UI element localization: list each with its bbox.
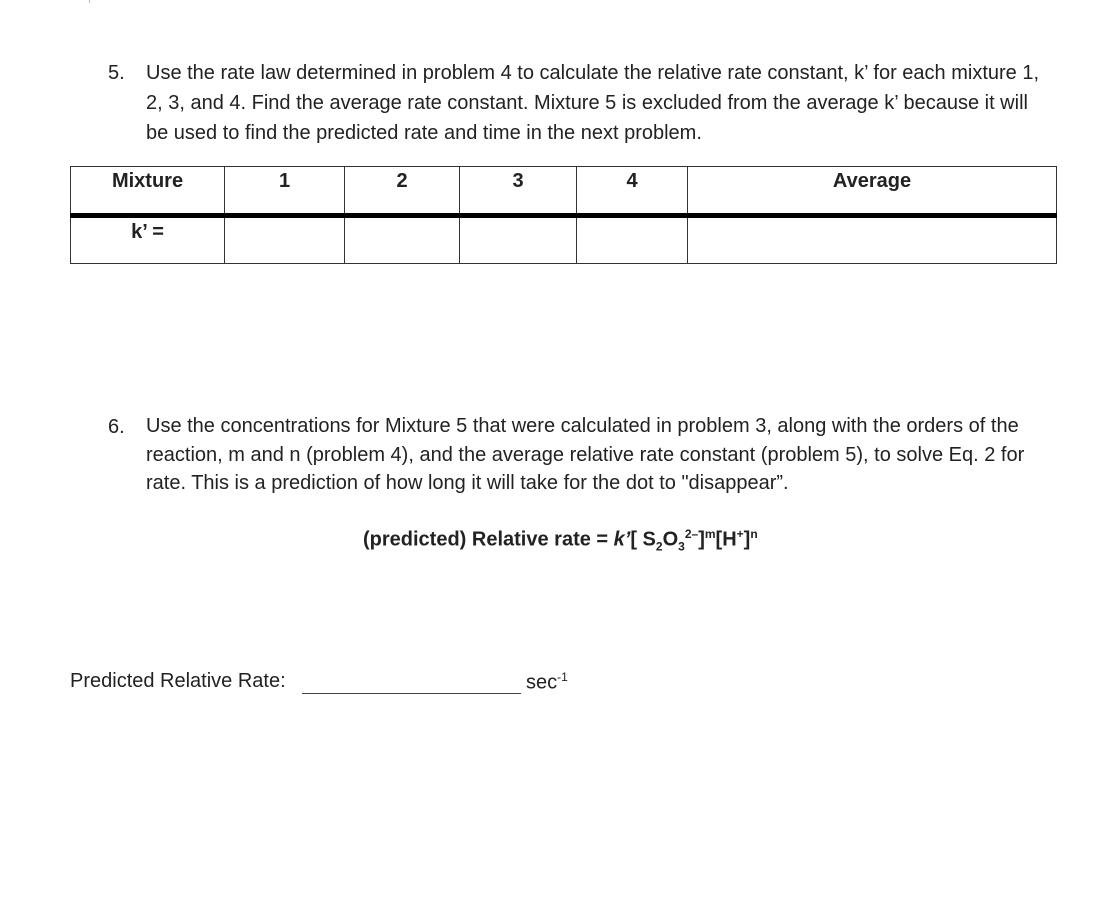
equation-lhs: (predicted) Relative rate = [363, 528, 614, 551]
header-mixture-2: 2 [345, 167, 460, 216]
k-value-cell-average[interactable] [688, 216, 1057, 264]
equation-exponent-m: m [704, 527, 716, 541]
unit-text: sec [526, 671, 558, 694]
table-row-k-values [71, 216, 1057, 264]
rate-constant-table [70, 166, 1057, 264]
equation-close-1: ] [698, 528, 705, 551]
table-header-row [71, 167, 1057, 216]
predicted-rate-label: Predicted Relative Rate: [70, 670, 286, 692]
equation-exponent-n: n [750, 527, 758, 541]
rate-equation [363, 527, 758, 554]
equation-k: k’ [613, 528, 631, 551]
row-label-k: k’ = [71, 216, 225, 264]
equation-close-2: ] [743, 528, 751, 551]
page-edge-mark [89, 0, 90, 3]
k-value-cell-4[interactable] [577, 216, 688, 264]
question-6-text: Use the concentrations for Mixture 5 that were calculated in problem 3, along with the orders of the reaction, m and n (problem 4), and the average relative rate constant (problem 5), to solve Eq. 2 for rate. This is a prediction of how long it will take for the dot to "disappear”. [146, 415, 1025, 494]
predicted-rate-unit [526, 670, 568, 695]
question-6-number: 6. [108, 416, 125, 438]
unit-exponent: -1 [557, 670, 568, 684]
equation-o: O [662, 528, 679, 551]
header-mixture-4: 4 [577, 167, 688, 216]
equation-charge: 2– [684, 527, 699, 541]
header-mixture: Mixture [71, 167, 225, 216]
equation-sub-2: 3 [678, 539, 685, 554]
question-5-text: Use the rate law determined in problem 4 to calculate the relative rate constant, k’ for each mixture 1, 2, 3, and 4. Find the average rate constant. Mixture 5 is excluded from the average k’ because it will be used to find the predicted rate and time in the next problem. [146, 62, 1040, 144]
equation-h-charge: + [736, 527, 744, 541]
equation-open: [ S [630, 528, 656, 551]
equation-h-open: [H [715, 528, 737, 551]
k-value-cell-1[interactable] [225, 216, 345, 264]
k-value-cell-2[interactable] [345, 216, 460, 264]
header-mixture-1: 1 [225, 167, 345, 216]
header-mixture-3: 3 [460, 167, 577, 216]
question-5-number: 5. [108, 62, 125, 84]
equation-sub-1: 2 [655, 539, 663, 554]
header-average: Average [688, 167, 1057, 216]
k-value-cell-3[interactable] [460, 216, 577, 264]
predicted-rate-answer-line[interactable] [302, 693, 521, 694]
